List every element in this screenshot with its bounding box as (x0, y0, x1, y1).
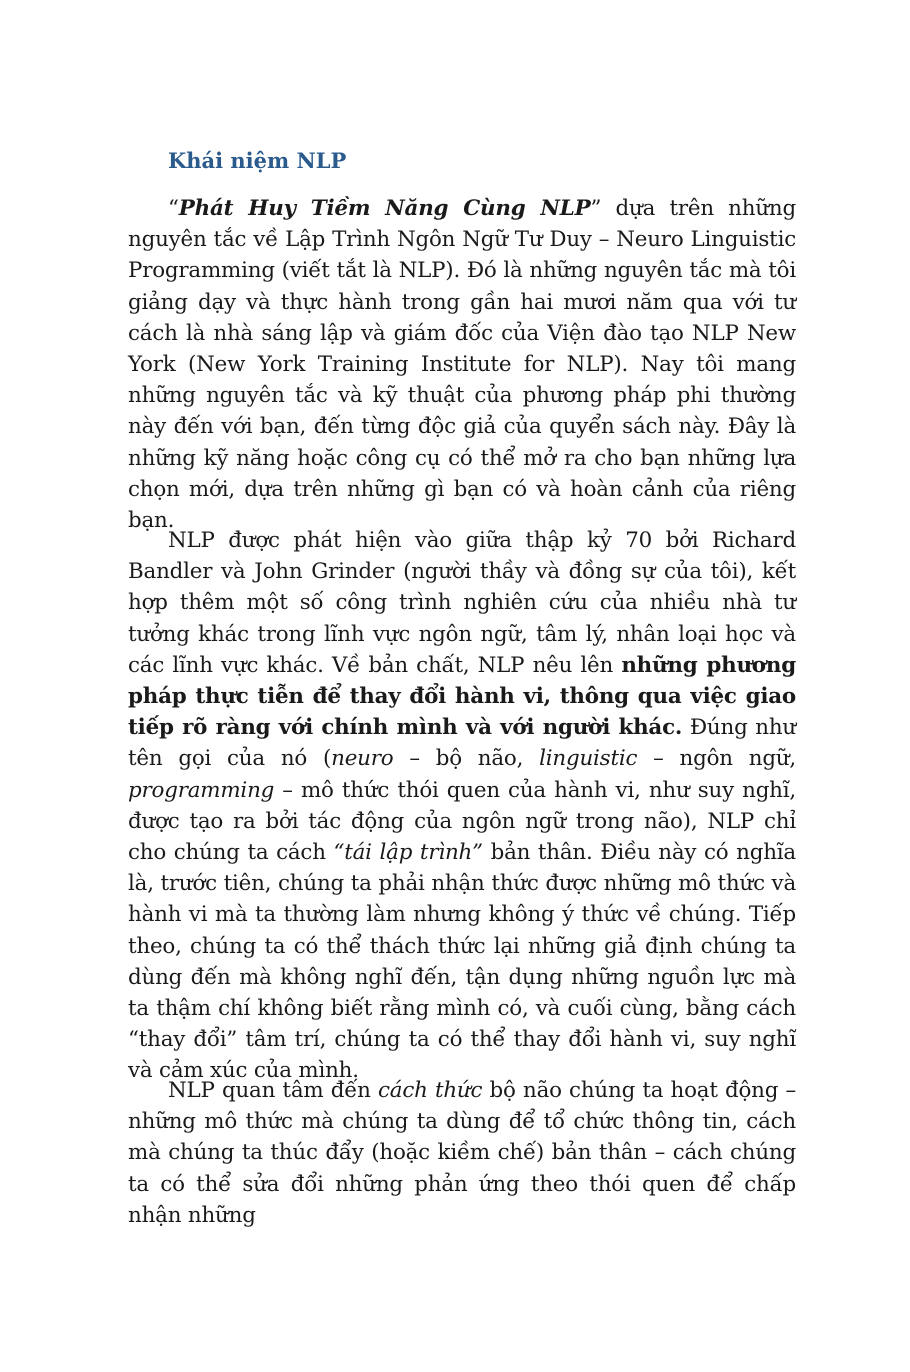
paragraph-text: bản thân. Điều này có nghĩa là, trước tiên, chúng ta phải nhận thức được những mô thức và hành vi mà ta thường làm nhưng không ý thức về chúng. Tiếp theo, chúng ta có thể thách thức lại những giả định chúng ta dùng đến mà không nghĩ đến, tận dụng những nguồn lực mà ta thậm chí không biết rằng mình có, và cuối cùng, bằng cách “thay đổi” tâm trí, chúng ta có thể thay đổi hành vi, suy nghĩ và cảm xúc của mình. (128, 840, 796, 1084)
section-heading: Khái niệm NLP (168, 148, 347, 173)
paragraph-text: – ngôn ngữ, (637, 746, 796, 772)
paragraph-nlp-focus (128, 1075, 796, 1231)
paragraph-text: NLP quan tâm đến (168, 1078, 379, 1103)
paragraph-text: bộ não chúng ta hoạt động – những mô thức mà chúng ta dùng để tổ chức thông tin, cách mà chúng ta thúc đẩy (hoặc kiềm chế) bản thân – cách chúng ta có thể sửa đổi những phản ứng theo thói quen để chấp nhận những (128, 1078, 796, 1228)
italic-term: neuro (331, 746, 394, 772)
paragraph-text: dựa trên những nguyên tắc về Lập Trình Ngôn Ngữ Tư Duy – Neuro Linguistic Programming (viết tắt là NLP). Đó là những nguyên tắc mà tôi giảng dạy và thực hành trong gần hai mươi năm qua với tư cách là nhà sáng lập và giám đốc của Viện đào tạo NLP New York (New York Training Institute for NLP). Nay tôi mang những nguyên tắc và kỹ thuật của phương pháp phi thường này đến với bạn, đến từng độc giả của quyển sách này. Đây là những kỹ năng hoặc công cụ có thể mở ra cho bạn những lựa chọn mới, dựa trên những gì bạn có và hoàn cảnh của riêng bạn. (128, 196, 796, 534)
paragraph-intro (128, 193, 796, 536)
paragraph-text: NLP được phát hiện vào giữa thập kỷ 70 bởi Richard Bandler và John Grinder (người thầy và đồng sự của tôi), kết hợp thêm một số công trình nghiên cứu của nhiều nhà tư tưởng khác trong lĩnh vực ngôn ngữ, tâm lý, nhân loại học và các lĩnh vực khác. Về bản chất, NLP nêu lên (128, 528, 796, 678)
italic-term: programming (128, 777, 275, 803)
quote-close: ” (590, 196, 602, 221)
italic-term: “tái lập trình” (333, 840, 483, 866)
paragraph-text: Đúng như tên gọi của nó ( (128, 715, 796, 772)
paragraph-text: – bộ não, (393, 746, 540, 772)
paragraph-text: – mô thức thói quen của hành vi, như suy nghĩ, được tạo ra bởi tác động của ngôn ngữ trong não), NLP chỉ cho chúng ta cách (128, 777, 796, 866)
quote-open: “ (168, 196, 179, 221)
paragraph-nlp-origin (128, 525, 796, 1087)
book-title: Phát Huy Tiềm Năng Cùng NLP (178, 196, 591, 221)
bold-emphasis: những phương pháp thực tiễn để thay đổi hành vi, thông qua việc giao tiếp rõ ràng với chính mình và với người khác. (128, 652, 796, 741)
italic-term: cách thức (378, 1078, 483, 1103)
italic-term: linguistic (539, 746, 638, 772)
